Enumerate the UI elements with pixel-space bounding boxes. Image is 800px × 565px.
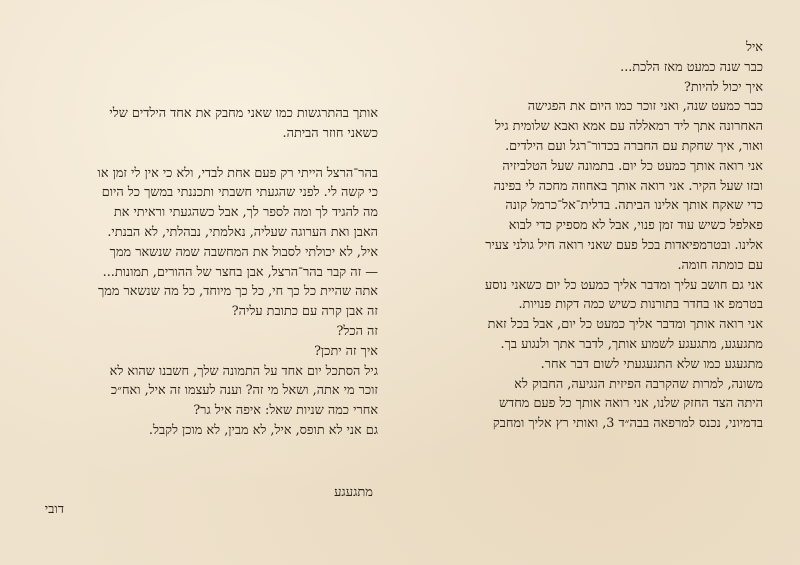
- sign-off: מתגעגע: [334, 485, 373, 500]
- text-line: בהר־הרצל הייתי רק פעם אחת לבדי, ולא כי אין לי זמן או: [97, 165, 378, 181]
- opening-line: כבר שנה כמעט מאז הלכת...: [620, 59, 763, 75]
- text-line: כדי שאקח אותך אלינו הביתה. בדלית־אל־כרמל קונה: [505, 198, 763, 214]
- text-line: גיל הסתכל יום אחד על התמונה שלך, חשבנו שהוא לא: [109, 363, 378, 379]
- text-line: זה אבן קרה עם כתובת עליה?: [231, 304, 378, 320]
- text-line: האבן ואת הערוגה שעליה, נאלמתי, נבהלתי, לא הבנתי.: [107, 224, 378, 240]
- text-line: בטרמפ או בחדר בתורנות כשיש כמה דקות פנויות.: [518, 297, 763, 313]
- left-column: [18, 104, 378, 441]
- text-line: אותך בהתרגשות כמו שאני מחבק את אחד הילדים שלי: [109, 106, 378, 121]
- signature: דובי: [44, 502, 64, 517]
- right-column: [418, 38, 763, 434]
- text-line: אחרי כמה שניות שאל: איפה איל גר?: [193, 403, 378, 419]
- text-line: מתגעגע, מתגעגע לשמוע אותך, לדבר אתך ולנגוע בך.: [500, 336, 763, 352]
- text-line: זוכר מי אתה, ושאל מי זה? וענה לעצמו זה איל, ואח״כ: [110, 383, 378, 399]
- text-line: אתה שהיית כל כך חי, כל כך מיוחד, כל מה שנשאר ממך: [98, 284, 378, 300]
- text-line: בדמיוני, נכנס למרפאה בבה״ד 3, ואותי רץ אליך ומחבק: [492, 416, 763, 432]
- text-line: מה להגיד לך ומה לספר לך, אבל כשהגעתי וראיתי את: [113, 205, 378, 221]
- text-line: משונה, למרות שהקרבה הפיזית הנגיעה, החבוק לא: [514, 376, 763, 392]
- text-line: אלינו. ובטרמפיאדות בכל פעם שאני רואה חיל גולני צעיר: [485, 237, 763, 253]
- text-line: ואור, איך שחקת עם החברה בכדור־רגל ועם הילדים.: [505, 138, 763, 154]
- text-line: זה הכל?: [336, 323, 378, 339]
- paragraph-gap: [18, 144, 378, 164]
- text-line: מתגעגע כמו שלא התגעגעתי לשום דבר אחר.: [540, 356, 763, 372]
- text-line: עם כומתה חומה.: [677, 257, 763, 273]
- text-line: אני רואה אותך ומדבר אליך כמעט כל יום, אבל בכל זאת: [487, 317, 763, 333]
- text-line: — זה קבר בהר־הרצל, אבן בחצר של ההורים, תמונות...: [102, 264, 378, 280]
- text-line: כבר כמעט שנה, ואני זוכר כמו היום את הפגישה: [527, 99, 763, 115]
- text-line: האחרונה אתך ליד רמאללה עם אמא ואבא שלומית גיל: [495, 119, 763, 135]
- text-line: גם אני לא תופס, איל, לא מבין, לא מוכן לקבל.: [148, 422, 378, 438]
- text-line: היתה הצד החזק שלנו, אני רואה אותך כל פעם מחדש: [499, 396, 763, 412]
- text-line: אני גם חושב עליך ומדבר אליך כמעט כל יום כשאני נוסע: [485, 277, 763, 293]
- text-line: פאלפל כשיש עוד זמן פנוי, אבל לא מספיק כדי לבוא: [508, 218, 763, 234]
- text-line: אני רואה אותך כמעט כל יום. בתמונה שעל הטלביזיה: [502, 158, 763, 174]
- text-line: איך זה יתכן?: [314, 343, 378, 359]
- text-line: ובזו שעל הקיר. אני רואה אותך באחוזה מחכה לי בפינה: [493, 178, 763, 194]
- salutation-line: איל: [745, 40, 763, 55]
- text-line: כשאני חוזר הביתה.: [282, 125, 378, 141]
- text-line: איל, לא יכולתי לסבול את המחשבה שמה שנשאר ממך: [109, 244, 378, 260]
- opening-line: איך יכול להיות?: [684, 79, 763, 95]
- text-line: כי קשה לי. לפני שהגעתי חשבתי ותכננתי במשך כל היום: [101, 185, 378, 201]
